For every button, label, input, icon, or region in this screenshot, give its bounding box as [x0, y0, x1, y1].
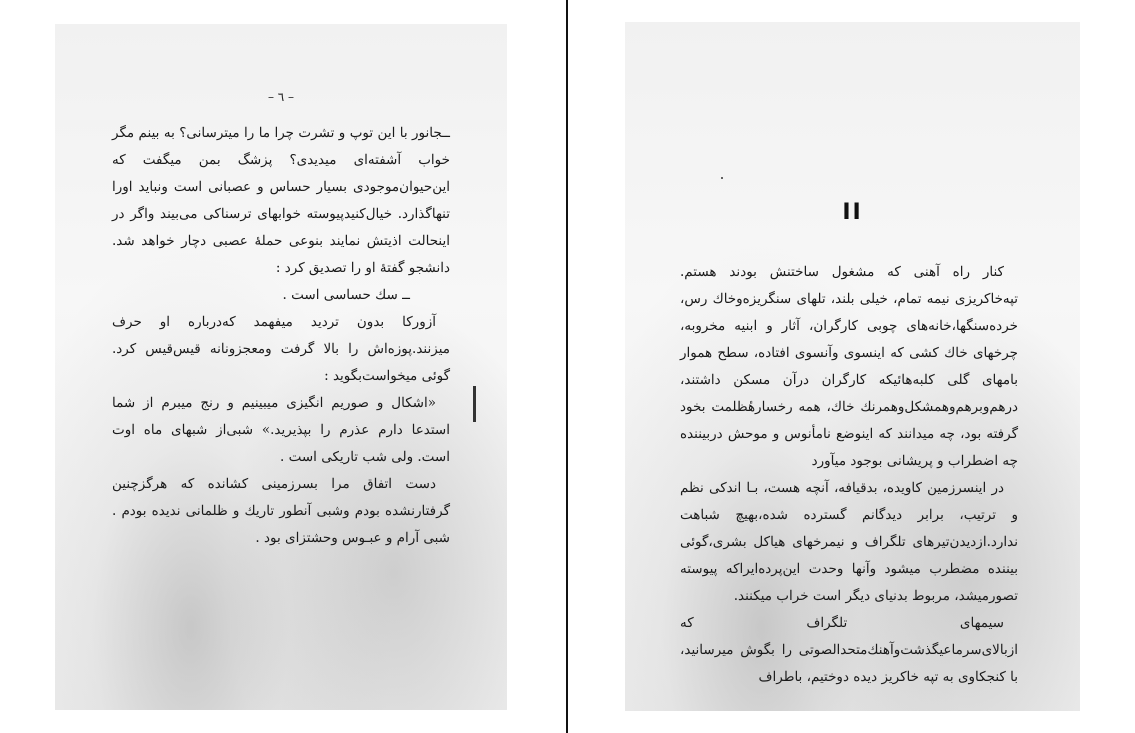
chapter-number: II [842, 200, 863, 225]
margin-mark [473, 386, 476, 422]
right-page-text [680, 259, 1018, 691]
paragraph: در اینسرزمین کاویده، بدقیافه، آنچه هست، بـا اندکی نظم و ترتیب، برابر دیدگانم گسترده شده،بهیچ شباهت ندارد.ازدیدن‌تیرهای تلگراف و نیمرخهای هیاکل بشری،گوئی بیننده مضطرب میشود وآنها وحدت این‌پرده‌ایراکه پیوسته تصورمیشد، مربوط بدنیای دیگر است خراب میکنند. [680, 480, 1018, 604]
paragraph: آزورکا بدون تردید میفهمد که‌درباره او حرف میزنند.پوزه‌اش را بالا گرفت و‌معجزونانه قیس‌قیس کرد. گوئی میخواست‌بگوید : [112, 314, 450, 384]
paragraph: «اشکال و صوریم انگیزی میبینیم و رنج میبرم از شما استدعا دارم عذرم را بپذیرید.» شبی‌از شبهای ماه اوت است. ولی شب تاریکی است . [112, 395, 450, 465]
paragraph: ــ سك حساسی است . [282, 287, 410, 303]
paragraph: ــجانور با این توپ و تشرت چرا ما را میترسانی؟ به بینم مگر خواب آشفته‌ای میدیدی؟ پزشگ بمن میگفت که این‌حیوان‌موجودی بسیار حساس و عصبانی است ونباید اورا تنهاگذارد. خیال‌کنید‌پیوسته خوابهای ترسناکی می‌بیند واگر در اینحالت اذیتش نمایند بنوعی حملهٔ عصبی دچار خواهد شد. دانشجو گفتهٔ او را تصدیق کرد : [112, 125, 450, 276]
left-page-text [112, 120, 450, 552]
right-book-page [625, 22, 1080, 711]
paragraph: سیمهای تلگراف که ازبالای‌سرماعیگذشت‌وآهنك‌متحدالصوتی را بگوش میرسانید، با کنجکاوی به تپه خاکریز دیده دوختیم، باطراف [680, 615, 1018, 685]
page-divider [566, 0, 568, 733]
paragraph: کنار راه آهنی که مشغول ساختنش بودند هستم. تپه‌خاکریزی نیمه تمام، خیلی بلند، تلهای سنگریزه‌وخاك رس، خرده‌سنگها،خانه‌های چوبی کارگران، آثار و ابنیه مخروبه، چرخهای خاك کشی که اینسوی وآنسوی افتاده، سطح هموار بامهای گلی کلبه‌هائیکه کارگران درآن مسکن داشتند، درهم‌وبرهم‌وهمشکل‌وهمرنك خاك، همه رخسارهٔظلمت بخود گرفته بود، چه میدانند که اینوضع نامأنوس و موحش دربیننده چه اضطراب و پریشانی بوجود میآورد [680, 264, 1018, 469]
page-speck [721, 177, 723, 179]
left-book-page [55, 24, 507, 710]
paragraph: دست اتفاق مرا بسرزمینی کشانده که هرگزچنین گرفتارنشده بودم وشبی آنطور تاریك و ظلمانی ندیده بودم . شبی آرام و عبـوس وحشتزای بود . [112, 476, 450, 546]
page-number: – ٦ – [267, 90, 295, 104]
